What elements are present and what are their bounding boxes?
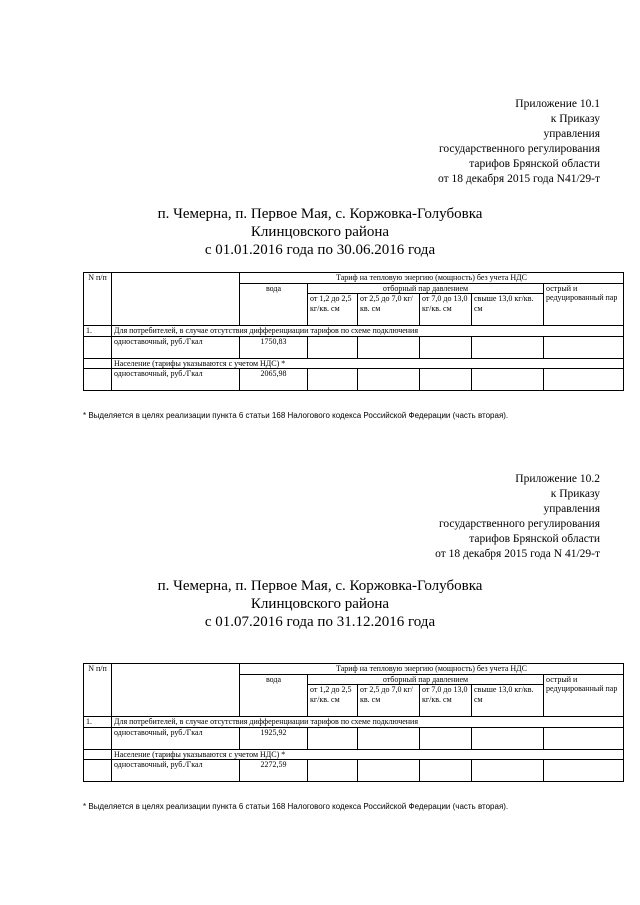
empty-cell (358, 727, 420, 749)
footnote-2: * Выделяется в целях реализации пункта 6 статьи 168 Налогового кодекса Российской Федерации (часть вторая). (83, 802, 509, 811)
table-row (84, 326, 624, 337)
appendix-header-2 (435, 472, 600, 562)
title-line: Клинцовского района (250, 596, 390, 612)
tariff-table-2 (83, 663, 624, 782)
table-row (84, 760, 624, 782)
table-row (84, 369, 624, 391)
population-label: Население (тарифы указываются с учетом НДС) * (112, 358, 624, 369)
empty-cell (84, 358, 112, 369)
header-cell-water: вода (240, 674, 308, 717)
empty-cell (358, 760, 420, 782)
table-row (84, 749, 624, 760)
header-cell-steam-2: от 2,5 до 7,0 кг/кв. см (358, 685, 420, 717)
header-cell-water: вода (240, 283, 308, 326)
empty-cell (420, 760, 472, 782)
appendix-line: к Приказу (550, 113, 600, 125)
single-rate-label: одноставочный, руб./Гкал (112, 760, 240, 782)
empty-cell (84, 336, 112, 358)
empty-cell (308, 760, 358, 782)
empty-cell (420, 336, 472, 358)
table-row (84, 664, 624, 675)
empty-cell (544, 727, 624, 749)
title-line: п. Чемерна, п. Первое Мая, с. Коржовка-Голубовка (157, 206, 483, 222)
row-number: 1. (84, 326, 112, 337)
appendix-line: управления (543, 503, 600, 515)
header-cell-n: N п/п (84, 664, 112, 717)
empty-cell (84, 749, 112, 760)
header-cell-steam-3: от 7,0 до 13,0 кг/кв. см (420, 294, 472, 326)
empty-cell (420, 369, 472, 391)
empty-cell (544, 760, 624, 782)
empty-cell (420, 727, 472, 749)
appendix-line: Приложение 10.1 (515, 98, 600, 110)
header-cell-steam-4: свыше 13,0 кг/кв. см (472, 685, 544, 717)
empty-cell (544, 369, 624, 391)
header-cell-steam-sharp: острый и редуцированный пар (544, 674, 624, 717)
header-cell-steam-selected: отборный пар давлением (308, 674, 544, 685)
row-number: 1. (84, 717, 112, 728)
appendix-line: к Приказу (550, 488, 600, 500)
table-row (84, 358, 624, 369)
consumers-label: Для потребителей, в случае отсутствия дифференциации тарифов по схеме подключения (112, 717, 624, 728)
tariff-table-1 (83, 272, 624, 391)
water-value: 1925,92 (240, 727, 308, 749)
appendix-line: тарифов Брянской области (469, 158, 600, 170)
appendix-line: от 18 декабря 2015 года N 41/29-т (435, 548, 600, 560)
appendix-line: Приложение 10.2 (515, 473, 600, 485)
empty-cell (472, 369, 544, 391)
document-title-1 (0, 205, 640, 259)
population-label: Население (тарифы указываются с учетом НДС) * (112, 749, 624, 760)
appendix-line: тарифов Брянской области (469, 533, 600, 545)
empty-cell (84, 727, 112, 749)
header-cell-n: N п/п (84, 273, 112, 326)
header-cell-tariff: Тариф на тепловую энергию (мощность) без учета НДС (240, 273, 624, 284)
empty-cell (308, 727, 358, 749)
consumers-label: Для потребителей, в случае отсутствия дифференциации тарифов по схеме подключения (112, 326, 624, 337)
empty-cell (308, 369, 358, 391)
header-cell-steam-3: от 7,0 до 13,0 кг/кв. см (420, 685, 472, 717)
table-row (84, 717, 624, 728)
document-title-2 (0, 577, 640, 631)
title-line: Клинцовского района (250, 224, 390, 240)
water-value: 2065,98 (240, 369, 308, 391)
footnote-1: * Выделяется в целях реализации пункта 6 статьи 168 Налогового кодекса Российской Федерации (часть вторая). (83, 411, 509, 420)
header-cell-steam-selected: отборный пар давлением (308, 283, 544, 294)
header-cell-steam-1: от 1,2 до 2,5 кг/кв. см (308, 294, 358, 326)
header-cell-empty (112, 664, 240, 717)
table-row (84, 273, 624, 284)
single-rate-label: одноставочный, руб./Гкал (112, 727, 240, 749)
header-cell-steam-2: от 2,5 до 7,0 кг/кв. см (358, 294, 420, 326)
empty-cell (358, 369, 420, 391)
appendix-line: государственного регулирования (438, 143, 600, 155)
empty-cell (472, 727, 544, 749)
header-cell-steam-1: от 1,2 до 2,5 кг/кв. см (308, 685, 358, 717)
table-row (84, 336, 624, 358)
appendix-line: государственного регулирования (438, 518, 600, 530)
empty-cell (472, 760, 544, 782)
empty-cell (358, 336, 420, 358)
header-cell-steam-sharp: острый и редуцированный пар (544, 283, 624, 326)
empty-cell (472, 336, 544, 358)
single-rate-label: одноставочный, руб./Гкал (112, 369, 240, 391)
title-line: п. Чемерна, п. Первое Мая, с. Коржовка-Голубовка (157, 578, 483, 594)
title-line: с 01.01.2016 года по 30.06.2016 года (204, 242, 436, 258)
appendix-line: управления (543, 128, 600, 140)
empty-cell (84, 369, 112, 391)
empty-cell (84, 760, 112, 782)
single-rate-label: одноставочный, руб./Гкал (112, 336, 240, 358)
table-row (84, 727, 624, 749)
empty-cell (544, 336, 624, 358)
water-value: 1750,83 (240, 336, 308, 358)
header-cell-tariff: Тариф на тепловую энергию (мощность) без учета НДС (240, 664, 624, 675)
header-cell-empty (112, 273, 240, 326)
header-cell-steam-4: свыше 13,0 кг/кв. см (472, 294, 544, 326)
appendix-line: от 18 декабря 2015 года N41/29-т (437, 173, 600, 185)
water-value: 2272,59 (240, 760, 308, 782)
title-line: с 01.07.2016 года по 31.12.2016 года (204, 614, 436, 630)
appendix-header-1 (438, 97, 600, 187)
empty-cell (308, 336, 358, 358)
